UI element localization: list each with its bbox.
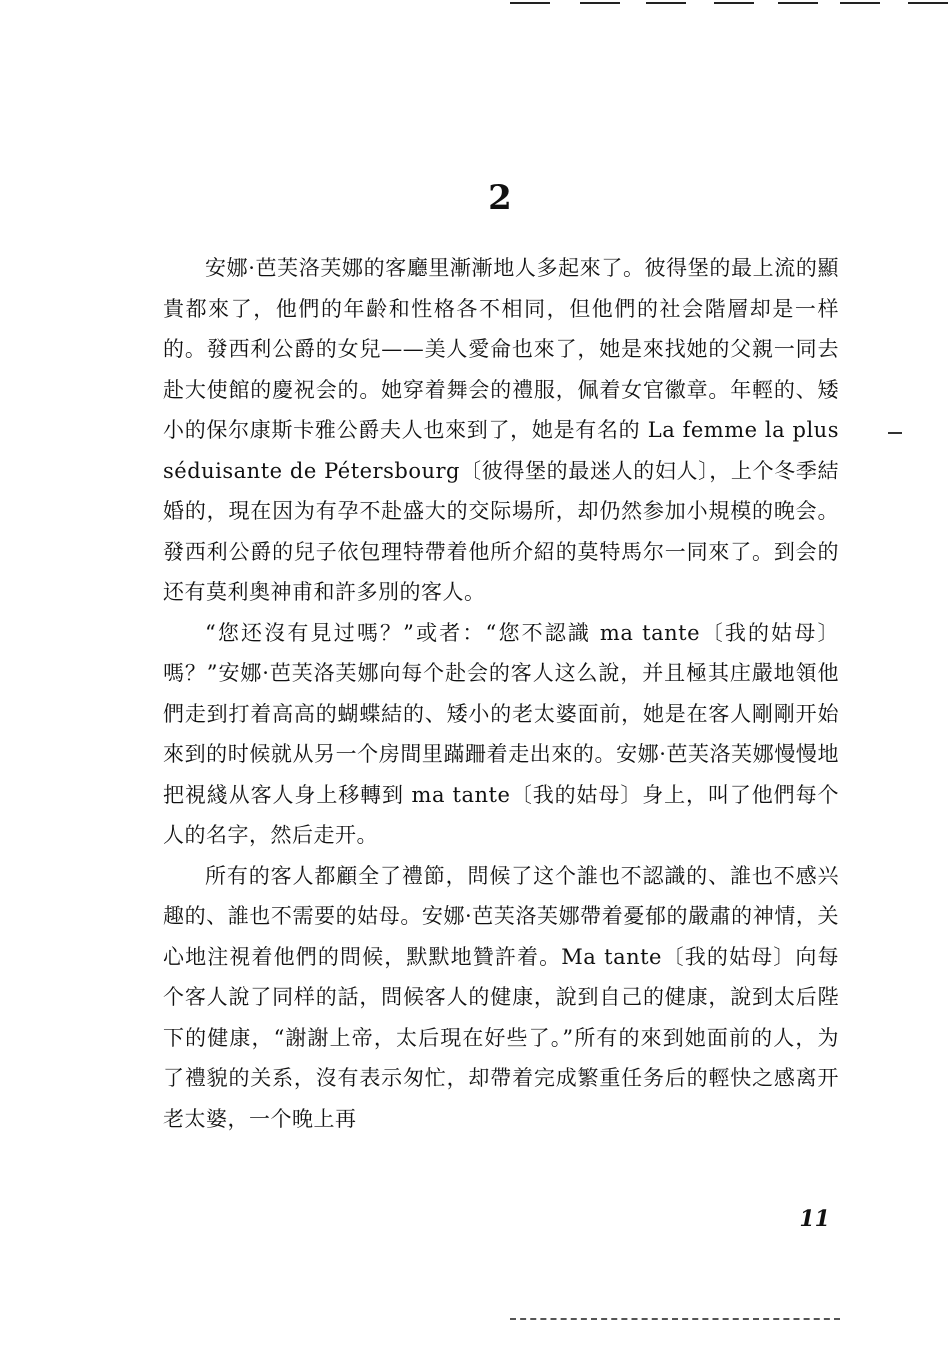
page-number: 11 <box>799 1206 830 1232</box>
top-border-marks <box>510 0 952 6</box>
margin-mark <box>888 432 902 434</box>
paragraph-1: 安娜·芭芙洛芙娜的客廳里漸漸地人多起來了。彼得堡的最上流的顯貴都來了，他們的年齡和性格各不相同，但他們的社会階層却是一样的。發西利公爵的女兒——美人愛侖也來了，她是來找她的父親一同去赴大使館的慶祝会的。她穿着舞会的禮服，佩着女官徽章。年輕的、矮小的保尔康斯卡雅公爵夫人也來到了，她是有名的 La femme la plus séduisante de Pétersbourg〔彼得堡的最迷人的妇人〕，上个冬季結婚的，現在因为有孕不赴盛大的交际場所，却仍然参加小規模的晚会。發西利公爵的兒子依包理特帶着他所介紹的莫特馬尔一同來了。到会的还有莫利奥神甫和許多別的客人。 <box>163 256 839 604</box>
bottom-border-marks <box>510 1318 840 1320</box>
body-text <box>163 248 839 1139</box>
paragraph-3: 所有的客人都顧全了禮節，問候了这个誰也不認識的、誰也不感兴趣的、誰也不需要的姑母。安娜·芭芙洛芙娜帶着憂郁的嚴肅的神情，关心地注視着他們的問候，默默地贊許着。Ma tante〔我的姑母〕向每个客人說了同样的話，問候客人的健康，說到自己的健康，說到太后陛下的健康，“謝謝上帝，太后現在好些了。”所有的來到她面前的人，为了禮貌的关系，沒有表示匆忙，却帶着完成繁重任务后的輕快之感离开老太婆，一个晚上再 <box>163 863 839 1131</box>
paragraph-2: “您还沒有見过嗎？”或者：“您不認識 ma tante〔我的姑母〕嗎？”安娜·芭芙洛芙娜向每个赴会的客人这么說，并且極其庄嚴地領他們走到打着高高的蝴蝶結的、矮小的老太婆面前，她是在客人剛剛开始來到的时候就从另一个房間里蹣跚着走出來的。安娜·芭芙洛芙娜慢慢地把視綫从客人身上移轉到 ma tante〔我的姑母〕身上，叫了他們每个人的名字，然后走开。 <box>163 620 839 847</box>
chapter-number: 2 <box>488 178 512 218</box>
